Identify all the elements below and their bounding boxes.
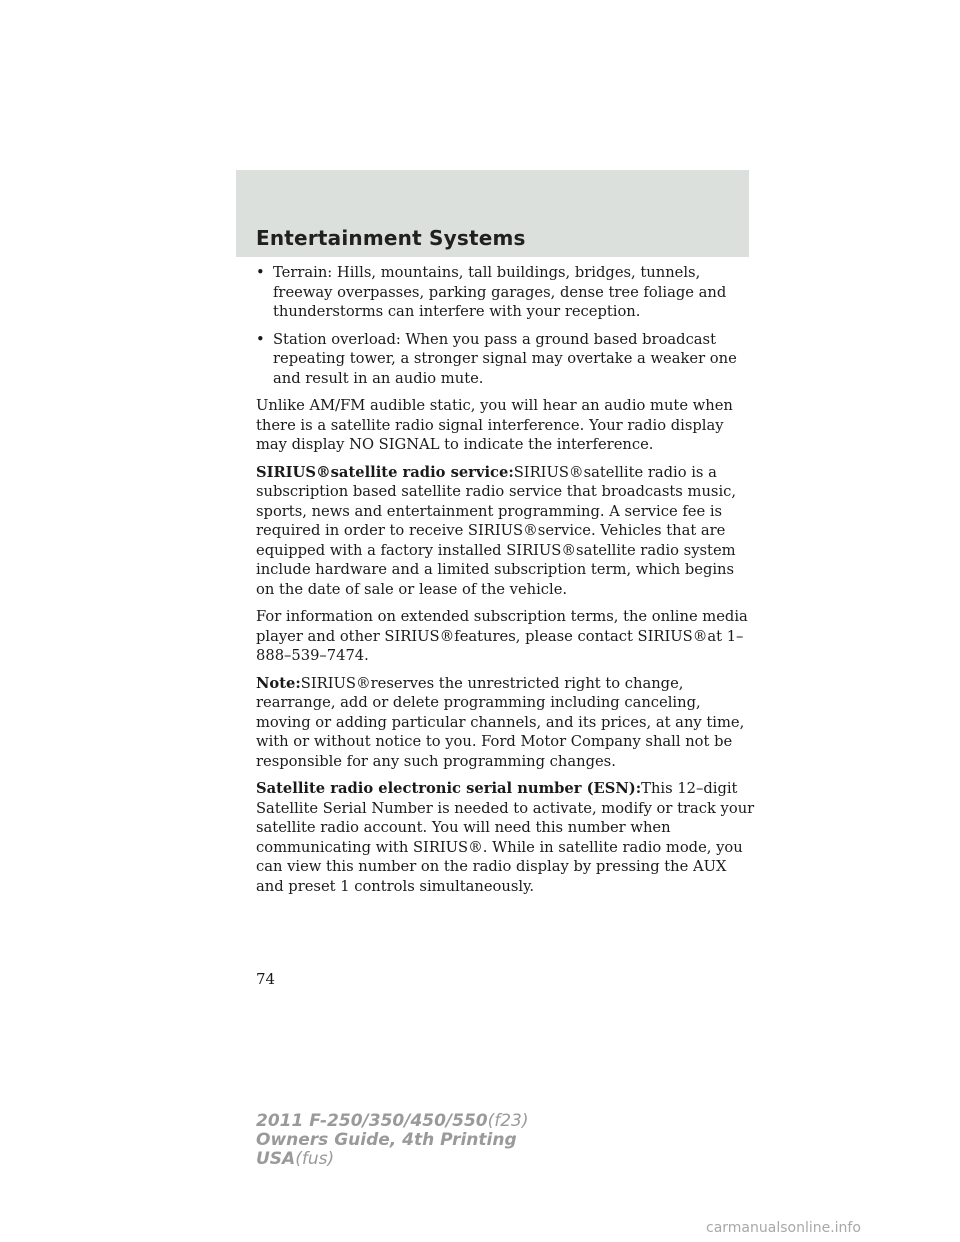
footer-line-market <box>256 1150 529 1169</box>
document-footer <box>256 1112 529 1169</box>
paragraph-note <box>256 674 756 772</box>
footer-market-code: (fus) <box>295 1149 335 1169</box>
section-title: Entertainment Systems <box>256 226 526 250</box>
page-number: 74 <box>256 970 276 988</box>
page-content <box>256 263 756 904</box>
paragraph-esn <box>256 779 756 896</box>
note-label: Note: <box>256 674 301 692</box>
sirius-service-text: SIRIUS®satellite radio is a subscription based satellite radio service that broadcasts music, sports, news and entertainment programming. A service fee is required in order to receive SIRIUS®service. Vehicles that are equipped with a factory installed SIRIUS®satellite radio system include hardware and a limited subscription term, which begins on the date of sale or lease of the vehicle. <box>256 463 737 598</box>
bullet-station-overload <box>256 330 756 389</box>
bullet-text: Station overload: When you pass a ground based broadcast repeating tower, a stronger signal may overtake a weaker one and result in an audio mute. <box>273 330 737 387</box>
bullet-text: Terrain: Hills, mountains, tall buildings, bridges, tunnels, freeway overpasses, parking garages, dense tree foliage and thunderstorms can interfere with your reception. <box>273 264 727 320</box>
paragraph-audio-mute: Unlike AM/FM audible static, you will hear an audio mute when there is a satellite radio signal interference. Your radio display may display NO SIGNAL to indicate the interference. <box>256 397 733 453</box>
paragraph-subscription-info: For information on extended subscription terms, the online media player and other SIRIUS®features, please contact SIRIUS®at 1–888–539–7474. <box>256 608 748 664</box>
footer-model: 2011 F-250/350/450/550 <box>256 1111 488 1131</box>
note-text: SIRIUS®reserves the unrestricted right to change, rearrange, add or delete programming including canceling, moving or adding particular channels, and its prices, at any time, with or without notice to you. Ford Motor Company shall not be responsible for any such programming changes. <box>256 674 745 770</box>
esn-label: Satellite radio electronic serial number (ESN): <box>256 780 642 797</box>
bullet-marker: • <box>256 330 265 348</box>
bullet-terrain <box>256 263 756 322</box>
bullet-marker: • <box>256 264 265 281</box>
footer-model-code: (f23) <box>487 1111 529 1131</box>
esn-text: This 12–digit Satellite Serial Number is needed to activate, modify or track your satellite radio account. You will need this number when communicating with SIRIUS®. While in satellite radio mode, you can view this number on the radio display by pressing the AUX and preset 1 controls simultaneously. <box>256 780 755 895</box>
sirius-service-label: SIRIUS®satellite radio service: <box>256 463 514 481</box>
footer-line-printing: Owners Guide, 4th Printing <box>256 1130 517 1150</box>
footer-line-model <box>256 1112 529 1131</box>
footer-market: USA <box>256 1149 296 1169</box>
paragraph-sirius-service <box>256 463 756 600</box>
watermark: carmanualsonline.info <box>706 1220 861 1236</box>
